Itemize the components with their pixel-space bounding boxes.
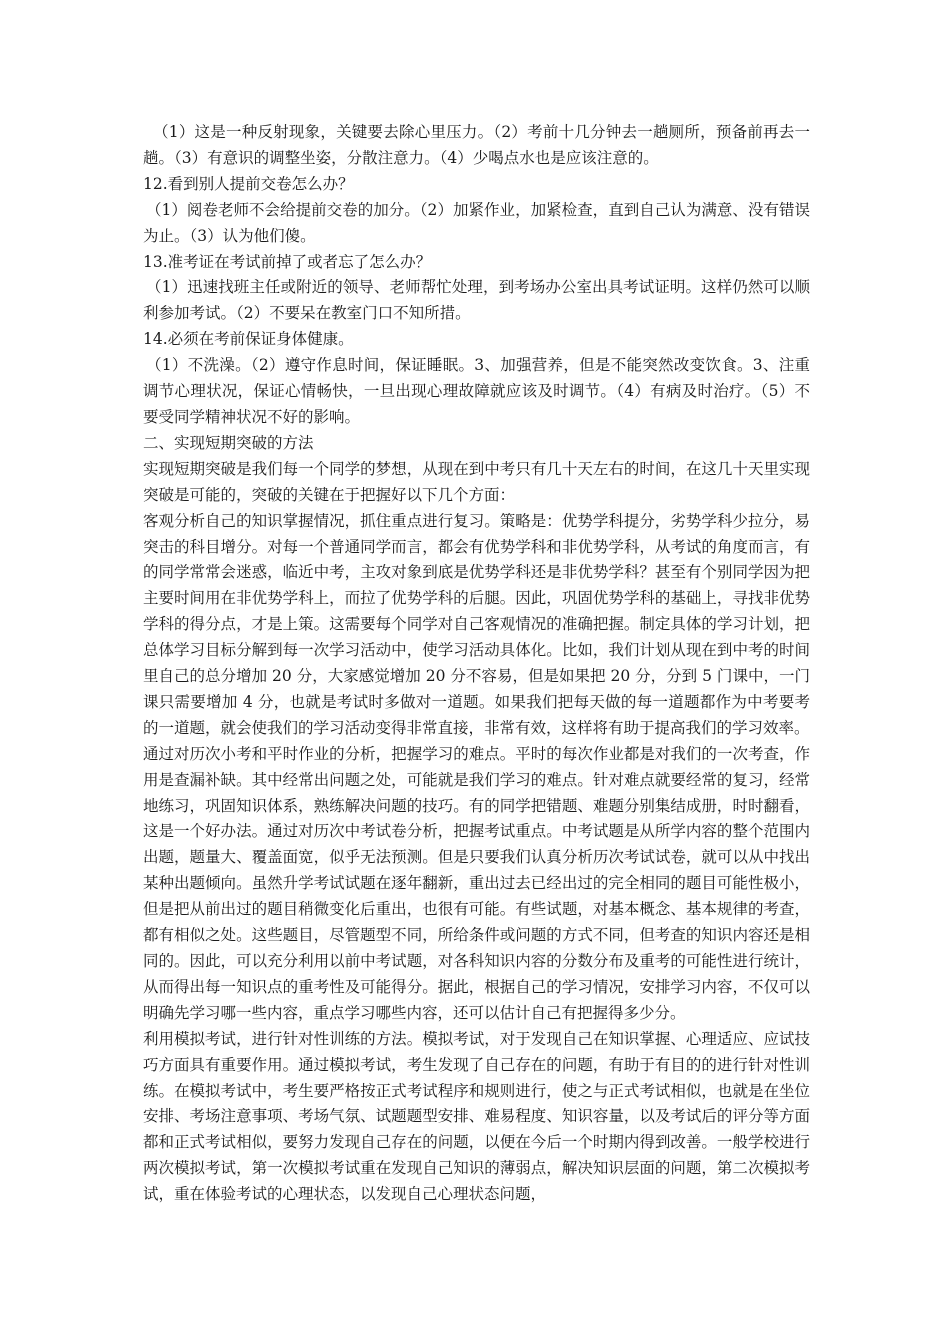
body-paragraph-analysis: 客观分析自己的知识掌握情况，抓住重点进行复习。策略是：优势学科提分，劣势学科少拉分，易突击的科目增分。对每一个普通同学而言，都会有优势学科和非优势学科，从考试的角度而言，有的同学常常会迷惑，临近中考，主攻对象到底是优势学科还是非优势学科？甚至有个别同学因为把主要时间用在非优势学科上，而拉了优势学科的后腿。因此，巩固优势学科的基础上，寻找非优势学科的得分点，才是上策。这需要每个同学对自己客观情况的准确把握。制定具体的学习计划，把总体学习目标分解到每一次学习活动中，使学习活动具体化。比如，我们计划从现在到中考的时间里自己的总分增加 20 分，大家感觉增加 20 分不容易，但是如果把 20 分，分到 5 门课中，一门课只需要增加 4 分，也就是考试时多做对一道题。如果我们把每天做的每一道题都作为中考要考的一道题，就会使我们的学习活动变得非常直接，非常有效，这样将有助于提高我们的学习效率。 [143,511,810,737]
body-paragraph-difficulties: 通过对历次小考和平时作业的分析，把握学习的难点。平时的每次作业都是对我们的一次考查，作用是查漏补缺。其中经常出问题之处，可能就是我们学习的难点。针对难点就要经常的复习，经常地练习，巩固知识体系，熟练解决问题的技巧。有的同学把错题、难题分别集结成册，时时翻看，这是一个好办法。通过对历次中考试卷分析，把握考试重点。中考试题是从所学内容的整个范围内出题，题量大、覆盖面宽，似乎无法预测。但是只要我们认真分析历次考试试卷，就可以从中找出某种出题倾向。虽然升学考试试题在逐年翻新，重出过去已经出过的完全相同的题目可能性极小，但是把从前出过的题目稍微变化后重出，也很有可能。有些试题，对基本概念、基本规律的考查，都有相似之处。这些题目，尽管题型不同，所给条件或问题的方式不同，但考查的知识内容还是相同的。因此，可以充分利用以前中考试题，对各科知识内容的分数分布及重考的可能性进行统计，从而得出每一知识点的重考性及可能得分。据此，根据自己的学习情况，安排学习内容，不仅可以明确先学习哪一些内容，重点学习哪些内容，还可以估计自己有把握得多少分。 [143,744,810,1022]
body-paragraph-intro: 实现短期突破是我们每一个同学的梦想，从现在到中考只有几十天左右的时间，在这几十天里实现突破是可能的，突破的关键在于把握好以下几个方面： [143,459,810,504]
answer-paragraph-2: （1）阅卷老师不会给提前交卷的加分。（2）加紧作业，加紧检查，直到自己认为满意、没有错误为止。（3）认为他们傻。 [143,200,810,245]
question-13: 13.准考证在考试前掉了或者忘了怎么办？ [143,252,432,271]
section-heading: 二、实现短期突破的方法 [143,433,314,452]
answer-paragraph-3: （1）迅速找班主任或附近的领导、老师帮忙处理，到考场办公室出具考试证明。这样仍然可以顺利参加考试。（2）不要呆在教室门口不知所措。 [143,278,810,323]
answer-paragraph-1: （1）这是一种反射现象，关键要去除心里压力。（2）考前十几分钟去一趟厕所，预备前再去一趟。（3）有意识的调整坐姿，分散注意力。（4）少喝点水也是应该注意的。 [143,123,810,167]
answer-paragraph-4: （1）不洗澡。（2）遵守作息时间，保证睡眠。3、加强营养，但是不能突然改变饮食。3、注重调节心理状况，保证心情畅快，一旦出现心理故障就应该及时调节。（4）有病及时治疗。（5）不要受同学精神状况不好的影响。 [143,356,810,426]
question-12: 12.看到别人提前交卷怎么办？ [143,174,354,193]
body-paragraph-mock-exams: 利用模拟考试，进行针对性训练的方法。模拟考试，对于发现自己在知识掌握、心理适应、应试技巧方面具有重要作用。通过模拟考试，考生发现了自己存在的问题，有助于有目的的进行针对性训练。在模拟考试中，考生要严格按正式考试程序和规则进行，使之与正式考试相似，也就是在坐位安排、考场注意事项、考场气氛、试题题型安排、难易程度、知识容量，以及考试后的评分等方面都和正式考试相似，要努力发现自己存在的问题，以便在今后一个时期内得到改善。一般学校进行两次模拟考试，第一次模拟考试重在发现自己知识的薄弱点，解决知识层面的问题，第二次模拟考试，重在体验考试的心理状态，以发现自己心理状态问题， [143,1029,810,1204]
question-14: 14.必须在考前保证身体健康。 [143,330,354,349]
document-body [143,120,810,1208]
